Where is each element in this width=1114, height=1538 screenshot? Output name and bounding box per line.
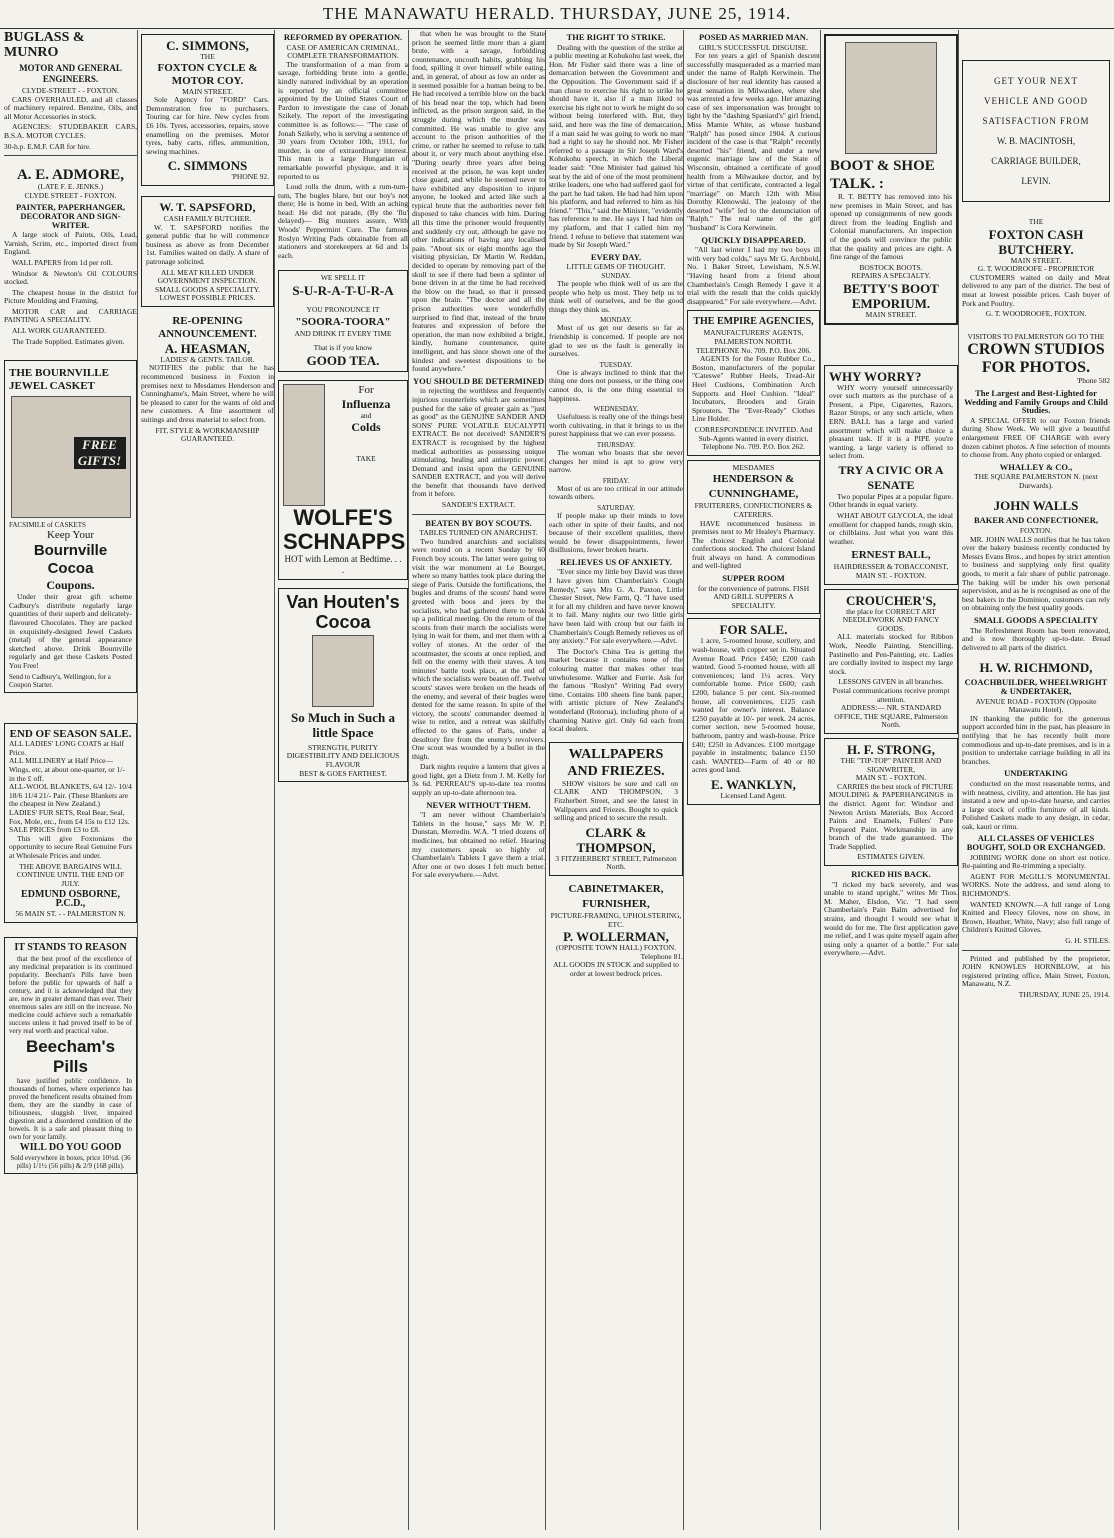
boot-illustration: [845, 42, 937, 154]
fcb-the: THE: [1028, 217, 1044, 226]
ad-betty: [824, 34, 958, 325]
buglass-hp: 30-h.p. E.M.F. CAR for hire.: [4, 141, 91, 151]
gems-day: MONDAY.: [600, 316, 632, 325]
sim-name: C. SIMMONS,: [166, 38, 249, 53]
admore-name: A. E. ADMORE,: [16, 167, 125, 184]
rich-under: UNDERTAKING: [1004, 768, 1068, 779]
admore-work: ALL WORK GUARANTEED.: [12, 326, 106, 336]
ad-wollerman: [549, 882, 683, 979]
bourn-send: Send to Cadbury's, Wellington, for a Coupon Starter.: [9, 672, 111, 689]
never-body: "I am never without Chamberlain's Tablets in the house," says Mr W. P. Dunstan, Merredin. W.A. "I tried dozens of medicines, but obtained no relief. Hearing my customers speak so highly of Chamberlain's Tablets I gave them a trial. After one or two doses I felt much better. For sale everywhere.—Advt.: [412, 810, 545, 880]
crou-less: LESSONS GIVEN in all branches.: [838, 677, 944, 687]
try-body: Two popular Pipes at a popular figure. Other brands in equal variety.: [829, 491, 953, 510]
eos-note: This will give Foxtonians the opportunity to secure Real Genuine Furs at Wholesale Prices and under.: [9, 833, 132, 860]
sale-body: 1 acre, 5-roomed house, scullery, and wash-house, with copper set in. Situated Avenue Road. Price £450; £200 cash wanted. Good 5-roomed house, with all conveniences; land 1¼ acres. Very comfortable home. Price £600; cash £200, balance 5 per cent. Six-roomed house, all conveniences, £125 cash wanted for owner's interest. Balance £250 payable at 10/- per week. 24 acres, corner section, new 5-roomed house, bathroom, pantry and wash-house. Price £40; £250 in Advances. £100 mortgage payable in instalments; balance £150 cash. WANTED—Farm of 40 or 80 acres good land.: [692, 636, 815, 775]
lantern-body: Dark nights require a lantern that gives a good light, get a Dietz from J. M. Kelly for 3s 6d. PERREAU'S up-to-date tea rooms supply an up-to-date afternoon tea.: [412, 762, 545, 798]
hend-mes: MESDAMES: [732, 462, 775, 472]
crown-sub: The Largest and Best-Lighted for Wedding and Family Groups and Child Studies.: [964, 387, 1108, 416]
admore-body: A large stock of Paints, Oils, Lead, Varnish, Scrim, etc., imported direct from England.: [4, 230, 137, 257]
sim-body: Sole Agency for "FORD" Cars. Demonstration free to purchasers. Touring car for hire. New cycles from £6 10s. Tyres, accessories, repairs, stove enamelling on the premises. Motor tyres, baby carts, rifles, ammunition, sewing machines.: [146, 95, 269, 156]
ad-heasman: [141, 315, 274, 444]
mac-name: W. B. MACINTOSH,: [996, 136, 1076, 146]
admore-motor: MOTOR CAR and CARRIAGE PAINTING A SPECIALITY.: [4, 306, 137, 325]
crou-name: CROUCHER'S,: [846, 592, 936, 608]
sale-sub: Licensed Land Agent.: [720, 790, 787, 800]
ball-name: ERNEST BALL,: [851, 549, 931, 562]
gems-day: SATURDAY.: [597, 503, 635, 512]
cab-sub: PICTURE-FRAMING, UPHOLSTERING, ETC.: [550, 910, 682, 929]
wolfe-colds: Colds: [351, 420, 381, 435]
mac-town: LEVIN.: [1021, 176, 1051, 186]
gems-text: Most of us get our deserts so far as friendship is concerned. If people are not glad to see us the fault is generally in ourselves.: [549, 323, 683, 359]
bourn-free: FREE GIFTS!: [74, 437, 126, 469]
admore-cheap: The cheapest house in the district for Picture Moulding and Framing.: [4, 287, 137, 306]
eos-item: ALL LADIES' LONG COATS at Half Price.: [9, 739, 125, 757]
ad-empire: [687, 310, 820, 455]
boot-main: MAIN STREET.: [865, 309, 917, 319]
cocoa-tin-illustration: [312, 635, 374, 707]
crown-vis: VISITORS TO PALMERSTON GO TO THE: [967, 331, 1105, 341]
sap-sub: CASH FAMILY BUTCHER.: [163, 213, 252, 223]
cont-body: that when he was brought to the State prison he seemed little more than a giant brute, with a savage, forbidding countenance, uncouth habits, grabbing his food, spilling it over himself while eating, and, in general, of about as low an order as it seemed possible for a human being to be. He had received a terrible blow on the back of his head near the top, which had been inflicted, as the prison surgeon said, in the struggle during which the murder was committed. He was unable to give any account to the prison authorities of the crime, or rather he seemed to refuse to talk about it, or very much about anything else. "During nearly three years after being received at the prison, he was kept under close guard, and while he seemed never to have exhibited any disposition to injure anyone, he looked and acted like such a typical brute that the authorities never felt disposed to take chances with him. During all this time the prisoner would frequently and suddenly cry out, although he gave no other indications of having any localised pain. "About six or eight months ago the visiting physician, Dr Martin W. Reddan, decided to operate by removing part of the skull to see if there had been a splinter of bone driven in at the time he had received the blow on the head, so that it pressed upon the brain. "The doctor and all the prison authorities were wonderfully surprised to find that, instead of the brute features and expression of before the operation, the man now exhibited a bright, kindly, humane countenance, quite intelligent, and has since shown one of the kindest and sweetest dispositions to be found anywhere.": [412, 30, 545, 374]
ad-henderson: [687, 460, 820, 615]
admore-trade2: The Trade Supplied. Estimates given.: [12, 336, 125, 346]
gems-day: FRIDAY.: [602, 476, 630, 485]
try-glyc: WHAT ABOUT GLYCOLA, the ideal emollient for chapped hands, rough skin, or chilblains. Just what you want this weather.: [829, 511, 953, 546]
sur-word: S-U-R-A-T-U-R-A: [292, 283, 394, 299]
cab-tel: Telephone 81.: [640, 951, 683, 961]
rick-body: "I ricked my back severely, and was unable to stand upright," writes Mr Thos. M. Maher, Elsdon, Vic. "I had seen Chamberlain's Pain Balm advertised for strains, and thought I would see what it would do for me. The first application gave me relief, and I was quite myself again after using only a quarter of a bottle." For sale everywhere.—Advt.: [824, 879, 958, 958]
ad-wolfe: [278, 380, 408, 580]
sur-tea: GOOD TEA.: [306, 352, 380, 368]
strike-head: THE RIGHT TO STRIKE.: [566, 32, 666, 42]
sap-low: LOWEST POSSIBLE PRICES.: [159, 293, 256, 303]
gems-day: THURSDAY.: [596, 440, 636, 449]
sim-co: FOXTON CYCLE & MOTOR COY.: [157, 61, 258, 87]
wolfe-and: and: [360, 410, 372, 420]
boot-body: R. T. BETTY has removed into his new premises in Main Street, and has opened up consignments of new goods direct from the leading English and Colonial manufacturers. An inspection of the goods will convince the public that the quality and prices are right. A fine range of the famous: [830, 192, 952, 262]
sander-head: YOU SHOULD BE DETERMINED: [412, 375, 545, 386]
column-2: [141, 30, 275, 1530]
crown-sign: WHALLEY & CO.,: [999, 461, 1073, 472]
rick-head: RICKED HIS BACK.: [851, 869, 931, 880]
walls-name: JOHN WALLS: [993, 498, 1079, 514]
sim-sign: C. SIMMONS: [167, 158, 248, 174]
crou-sub: the place for CORRECT ART NEEDLEWORK AND FANCY GOODS.: [842, 606, 940, 633]
hend-body: HAVE recommenced business in premises next to Mr Healey's Pharmacy. The choicest English and Colonial confections stocked. The choicest Island fruit always on hand. A commodious and well-lighted: [692, 518, 815, 571]
admore-wall: WALL PAPERS from 1d per roll.: [12, 257, 113, 267]
crown-phone: 'Phone 582: [1076, 376, 1110, 386]
reform-body: The transformation of a man from a savage, forbidding brute into a gentle, kindly natured individual by an operation is reported by an official committee appointed by the United States Court of Pardon to investigate the case of Jonah Szikely. The report of the investigating committee is as follows:— "The case of Jonah Szikely, who is serving a sentence of 30 years from October 10th, 1911, for murder, is one of extraordinary interest. This man is a large Hungarian of remarkable powerful physique, and it is reported to us: [278, 59, 408, 181]
emp-tel2: Telephone No. 709. P.O. Box 262.: [702, 442, 805, 452]
beech-head: IT STANDS TO REASON: [14, 942, 127, 954]
ad-end-of-season: [4, 723, 137, 923]
vh-best: BEST & GOES FARTHEST.: [299, 768, 387, 778]
ad-simmons: [141, 34, 274, 186]
ad-macintosh: [962, 60, 1110, 202]
strong-body: CARRIES the best stock of PICTURE MOULDING & PAPERHANGINGS in the district. Agent for: Windsor and Newton Artists Materials, Box Accord Paints and Enamels, Fullers' Pure Prepared Paint. Workmanship in any branch of the trade guaranteed. The Trade Supplied.: [829, 781, 953, 851]
hea-name: A. HEASMAN,: [164, 340, 251, 356]
gems-text: Most of us are too critical in our attitude towards others.: [549, 483, 683, 502]
strong-sub: THE "TIP-TOP" PAINTER AND SIGNWRITER,: [840, 755, 942, 774]
poem: Loud rolls the drum, with a rum-tum-tum, The bugles blare, but our boy's not there; He is home in bed, With an aching head: He did not parade, (By the 'flu' delayed)— Big musters assure, With Woods' Peppermint Cure. The famous Roslyn Writing Pads obtainable from all stationers and storekeepers at 6d and 1s each.: [278, 182, 408, 260]
hend-name: HENDERSON & CUNNINGHAME,: [708, 473, 799, 501]
ad-admore: [4, 168, 137, 346]
ad-ernest-ball: [824, 365, 958, 585]
gems-day: SUNDAY.: [601, 272, 631, 281]
scout-body: Two hundred anarchists and socialists were routed on a recent Sunday by 60 French boy scouts. The latter were going to visit the war monument at Le Bourget, where so many battles took place during the siege of Paris. Outside the fortifications, the bugles and drums of the scouts' band were greeted with boos and jeers by the socialists, who had gathered there to break up a political meeting. On the return of the scouts from their march the socialists were lying in wait for them, and met them with a volley of stones. At the order of the scoutmaster, the scouts at once replied, and fell on the enemy with their staves. A ten minutes' battle took place, at the end of which the socialists were beaten off. Twelve scouts' staves were broken on the heads of the enemy, and several of their bugles were dented for the same reason. In spite of the victory, the scouts' commander deemed it wise to retire, and a retreat was skilfully effected to the gates of Paris, under a desultory fire from the enemy's revolvers. One scout was wounded by a bullet in the thigh.: [412, 536, 545, 761]
fcb-name: FOXTON CASH BUTCHERY.: [988, 226, 1084, 257]
rich-all: ALL CLASSES OF VEHICLES BOUGHT, SOLD OR EXCHANGED.: [966, 833, 1106, 853]
posed-sub: GIRL'S SUCCESSFUL DISGUISE.: [698, 42, 809, 52]
reform-head: REFORMED BY OPERATION.: [283, 32, 403, 42]
scout-head: BEATEN BY BOY SCOUTS.: [425, 517, 532, 528]
crou-addr: ADDRESS:— NR. STANDARD OFFICE, THE SQUARE, Palmerston North.: [834, 703, 948, 730]
emp-head: THE EMPIRE AGENCIES,: [693, 316, 814, 328]
sander-sign: SANDER'S EXTRACT.: [441, 500, 516, 510]
boot-rep: REPAIRS A SPECIALTY.: [851, 271, 931, 281]
cab-name: P. WOLLERMAN,: [563, 929, 669, 945]
quick-head: QUICKLY DISAPPEARED.: [701, 234, 806, 245]
strike-body: Dealing with the question of the strike at a public meeting at Kohukohu last week, the Hon. Mr Fisher said there was a line of demarcation between the Government and the Opposition. The Government said if a man chose to exercise his right to strike he should have it, also if a man liked to exercise his right not to work he might do so without being interfered with. But, they said, and here was the line of demarcation, if a man said he was going to work no man had a right to say he should not. Mr Fisher referred to a passage in Sir Joseph Ward's Kohukohu speech, in which the Liberal leader said: "One Minister had gained his seat by the aid of one of the most prominent strike leaders, one who had suffered gaol for the part he had taken. He had had him upon his platform, and had referred to him as his friend." "This," said the Minister, "evidently has reference to me. He says I had him on my platform, and that I called him my friend. I refuse to believe that statement was made by Sir Joseph Ward.": [549, 42, 683, 250]
ad-van-houten: [278, 588, 408, 782]
hea-reopen: RE-OPENING ANNOUNCEMENT.: [158, 314, 257, 340]
eos-name: EDMUND OSBORNE, P.C.D.,: [21, 889, 120, 909]
hend-sub: FRUITERERS, CONFECTIONERS & CATERERS.: [694, 501, 813, 519]
cab-goods: ALL GOODS IN STOCK and supplied to order at lowest bedrock prices.: [553, 960, 679, 978]
wolfe-take: TAKE: [356, 454, 376, 464]
strong-est: ESTIMATES GIVEN.: [857, 852, 925, 862]
mac-line: GET YOUR NEXT: [994, 76, 1078, 86]
wall-head: WALLPAPERS AND FRIEZES.: [567, 746, 665, 779]
beech-name: Beecham's Pills: [25, 1036, 116, 1076]
ad-foxton-butchery: [962, 218, 1110, 319]
column-5: [549, 30, 684, 1530]
sale-name: E. WANKLYN,: [711, 776, 796, 792]
emp-body: AGENTS for the Foster Rubber Co., Boston, manufacturers of the popular "Cateswe" Rubber Heels, Tread-Air Heel Cushions, Combination Arch Supports and Heel Cushion. "Ideal" Incubators, Brooders and Grain Sprouters. The "Ever-Ready" Clothes Line Holder.: [692, 354, 815, 424]
wolfe-name: WOLFE'S SCHNAPPS: [283, 504, 406, 554]
column-6: [687, 30, 821, 1530]
walls-body: MR. JOHN WALLS notifies that he has taken over the bakery business recently conducted by Messrs Evans Bros., and hopes by strict attention to business and supplying only first quality goods, to merit a fair share of public patronage. The baking will be under his own personal supervision, and as he is recognised as one of the best bakers in the Dominion, customers can rely on obtaining only the best quality goods.: [962, 534, 1110, 613]
rich-sub: COACHBUILDER, WHEELWRIGHT & UNDERTAKER,: [964, 677, 1108, 696]
ad-crown-studios: [962, 333, 1110, 491]
reform-sub2: COMPLETE TRANSFORMATION.: [287, 51, 399, 61]
ad-buglass: [4, 30, 137, 151]
wall-name: CLARK & THOMPSON,: [576, 824, 656, 855]
eos-item: ALL-WOOL BLANKETS, 6/4 12/- 10/4 18/6 11/4 21/- Pair. (These Blankets are the cheapest in New Zealand.): [9, 782, 132, 809]
ad-for-sale: [687, 618, 820, 804]
emp-sub: MANUFACTURERS' AGENTS, PALMERSTON NORTH.: [703, 328, 804, 346]
vh-str: STRENGTH, PURITY DIGESTIBILITY AND DELICIOUS FLAVOUR: [286, 742, 400, 769]
bourn-keep: Keep Your: [46, 529, 95, 542]
rich-body2: conducted on the most reasonable terms, and with neatness, civility, and attention. He has just instated a new and up-to-date hearse, and carries a large stock of coffin furniture of all kinds. Polished Caskets made to any design, in cedar, oak, kauri or rimu.: [962, 778, 1110, 831]
gems-sub: LITTLE GEMS OF THOUGHT.: [566, 262, 666, 272]
crou-body: ALL materials stocked for Ribbon Work, Needle Painting, Stencilling, Pastinello and Pen-Painting, etc. Ladies are cordially invited to inspect my large stock.: [829, 632, 953, 676]
buglass-sub: MOTOR AND GENERAL ENGINEERS.: [19, 63, 122, 84]
china-body: The Doctor's China Tea is getting the market because it contains none of the colouring matter that makes other teas unwholesome. Walker and Furrie. Ask for the famous "Roslyn" Writing Pad every time. Contains 100 sheets fine bank paper, with artistic picture of New Zealand's wonderland (Rotorua), including photo of a charming Native girl. Only 6d each from local dealers.: [549, 646, 683, 734]
sur-know: That is if you know: [313, 343, 373, 353]
eos-title: END OF SEASON SALE.: [9, 727, 132, 740]
buglass-addr: CLYDE-STREET - - FOXTON.: [22, 86, 119, 95]
try-head: TRY A CIVIC OR A SENATE: [838, 462, 944, 492]
beech-body2: have justified public confidence. In thousands of homes, where experience has proved the beneficent results obtained from them, they are the standby in case of biliousness, sluggish liver, impaired digestion and a disordered condition of the bowels. It is a safe and pleasant thing to own for your family.: [9, 1076, 132, 1141]
bourn-brand: THE BOURNVILLE JEWEL CASKET: [9, 367, 109, 393]
sim-addr: MAIN STREET.: [182, 86, 233, 96]
fcb-addr: MAIN STREET.: [1010, 255, 1062, 265]
rich-addr: AVENUE ROAD - FOXTON (Opposite Manawatu Hotel).: [975, 696, 1097, 715]
never-head: NEVER WITHOUT THEM.: [426, 799, 531, 810]
posed-body: For ten years a girl of Spanish descent successfully masqueraded as a married man under the name of Ralph Kerwinein. The disclosure of her real identity has caused a great sensation in Milwaukee, where she was arrested a few weeks ago. Her amazing case of sex impersonation was brought to light by the "dashing Spaniard's" girl friend, Miss Mamie White, as whose husband "Ralph" has posed since 1904. A curious incident of the case is that "Ralph" recently deserted "his" friend, and under a new eugenic marriage law of the State of Wisconsin, obtained a certificate of good health from a Milwaukee doctor, and by virtue of that certificate, contracted a legal "marriage" on March 12th with Miss Dorothy Klenowski. The jealousy of the deserted "wife" led to the denunciation of "Ralph." The real name of the girl "husband" is Cora Kerwinein.: [687, 51, 820, 233]
eos-item: LADIES' FUR SETS, Real Bear, Seal, Fox, Mole, etc., from £4 15s to £12 12s. SALE PRICES from £3 to £8.: [9, 807, 130, 835]
vh-much: So Much in Such a little Space: [290, 709, 396, 740]
sale-head: FOR SALE.: [719, 622, 788, 638]
bottle-illustration: [283, 384, 325, 506]
sap-name: W. T. SAPSFORD,: [159, 199, 256, 214]
scout-sub: TABLES TURNED ON ANARCHIST.: [419, 528, 538, 538]
imprint-date: THURSDAY, JUNE 25, 1914.: [1018, 989, 1110, 999]
walls-refresh: The Refreshment Room has been renovated, and is now thoroughly up-to-date. Bread delivered to all parts of the district.: [962, 625, 1110, 652]
gems-text: Usefulness is really one of the things best worth cultivating, in that it brings to us the purest happiness that we can ever possess.: [549, 412, 683, 439]
beech-try: WILL DO YOU GOOD: [19, 1141, 122, 1153]
wolfe-hot: HOT with Lemon at Bedtime. . . .: [284, 553, 402, 575]
gems-day: WEDNESDAY.: [593, 405, 639, 414]
wall-addr: 3 FITZHERBERT STREET, Palmerston North.: [555, 853, 677, 872]
buglass-body: CARS OVERHAULED, and all classes of machinery repaired. Benzine, Oils, and all Motor Accessories in stock.: [4, 94, 137, 121]
sap-meat: ALL MEAT KILLED UNDER GOVERNMENT INSPECTION.: [157, 267, 258, 286]
boot-bostock: BOSTOCK BOOTS.: [859, 262, 923, 272]
stiles-sign: G. H. STILES.: [1065, 936, 1110, 945]
rich-agent: AGENT FOR McGILL'S MONUMENTAL WORKS. Note the address, and send along to RICHMOND'S.: [962, 871, 1110, 899]
admore-sub: (LATE F. E. JENKS.): [37, 182, 104, 192]
buglass-name: BUGLASS & MUNRO: [4, 30, 85, 60]
crown-body: A SPECIAL OFFER to our Foxton friends during Show Week. We will give a beautiful enlargement FREE OF CHARGE with every dozen cabinet photos. A fine selection of mounts to choose from. Any photo copied or enlarged.: [962, 415, 1110, 460]
masthead: THE MANAWATU HERALD. THURSDAY, JUNE 25, 1914.: [0, 0, 1114, 29]
ad-strong: [824, 738, 958, 866]
walls-town: FOXTON.: [1019, 526, 1053, 536]
emp-tel: TELEPHONE No. 709. P.O. Box 206.: [695, 345, 811, 355]
ball-addr: MAIN ST. - FOXTON.: [855, 571, 927, 581]
walls-small: SMALL GOODS A SPECIALITY: [974, 615, 1098, 625]
sur-drink: AND DRINK IT EVERY TIME: [294, 328, 392, 338]
ad-john-walls: [962, 498, 1110, 652]
cab-addr: (OPPOSITE TOWN HALL) FOXTON.: [556, 943, 676, 953]
why-head: WHY WORRY?: [829, 368, 922, 384]
gems-text: The people who think well of us are the people who help us most. They help us to think well of ourselves, and be the good things they think us.: [549, 279, 683, 314]
bourn-cocoa: Bournville Cocoa: [33, 542, 108, 578]
sim-the: THE: [200, 52, 215, 61]
column-4: [412, 30, 546, 1530]
sim-phone: 'PHONE 92.: [231, 172, 269, 182]
gems-text: If people make up their minds to love each other in spite of their faults, and not because of their excellent qualities, there would be fewer disappointments, fewer disillusions, fewer broken hearts.: [549, 510, 683, 555]
ad-richmond: [962, 660, 1110, 898]
rel-head: RELIEVES US OF ANXIETY.: [560, 556, 672, 567]
gems-day: TUESDAY.: [599, 360, 633, 369]
ad-croucher: [824, 589, 958, 734]
why-body: WHY worry yourself unnecessarily over such matters as the purchase of a Present, a Pipe, Cigarettes, Razors, Razor Strops, or any such article, when ERN. BALL has a large and varied assortment which will make choice a pleasant task. If it is a PIPE you're wanting, a large variety is offered to select from.: [829, 382, 953, 461]
mac-line: SATISFACTION FROM: [982, 116, 1090, 126]
hea-fit: FIT, STYLE & WORKMANSHIP GUARANTEED.: [155, 425, 260, 444]
column-3: [278, 30, 409, 1530]
hea-sub: LADIES' & GENTS. TAILOR.: [160, 354, 255, 364]
boot-emp: BETTY'S BOOT EMPORIUM.: [843, 280, 939, 311]
sur-tora: "SOORA-TOORA": [295, 315, 391, 328]
bourn-body: Under their great gift scheme Cadbury's distribute regularly large quantities of their superb and delicately-flavoured Chocolates. They are packed in exquisitely-designed Jewel Caskets (metal) of the general appearance sketched above. Drink Bournville regularly and get these Caskets Posted You Free!: [9, 592, 132, 670]
gems-head: EVERY DAY.: [590, 251, 642, 262]
quick-body: "All last winter I had my two boys ill with very bad colds," says Mr G. Archbold, No. 1 Baker Street, Lewisham, N.S.W. "Having heard from a friend about Chamberlain's Cough Remedy I gave it a trial with the result that the colds quickly disappeared." For sale everywhere.—Advt.: [687, 245, 820, 306]
emp-corr: CORRESPONDENCE INVITED. And Sub-Agents wanted in every district.: [694, 424, 813, 443]
admore-trade: PAINTER, PAPERHANGER, DECORATOR AND SIGN-WRITER.: [15, 202, 125, 230]
divider: [962, 950, 1110, 951]
rich-body: IN thanking the public for the generous support accorded him in the past, has pleasure in notifying that he has recently built more commodious and up-to-date premises, and is in a position to undertake carriage building in all its branches.: [962, 713, 1110, 766]
ad-suratura: [278, 270, 408, 371]
hend-supper: SUPPER ROOM: [722, 573, 785, 584]
crown-name: CROWN STUDIOS FOR PHOTOS.: [967, 341, 1105, 377]
fcb-sign: G. T. WOODROOFE, FOXTON.: [985, 309, 1087, 319]
sander-body: in rejecting the worthless and frequently injurious counterfeits which are sometimes pushed for the sake of greater gain as "just as good" as the GENUINE SANDER AND SONS' PURE VOLATILE EUCALYPTI EXTRACT. Be not deceived! SANDER'S EXTRACT is recognised by the highest medical authorities as possessing unique stimulating, healing and antiseptic power. Demand and insist upon the GENUINE SANDER EXTRACT, and you will derive the benefit that thousands have derived from it before.: [412, 386, 545, 499]
divider: [412, 514, 545, 515]
rich-name: H. W. RICHMOND,: [979, 660, 1093, 676]
eos-item: ALL MILLINERY at Half Price—Wings, etc, at about one-quarter, or 1/- in the £ off.: [9, 756, 125, 783]
beech-price: Sold everywhere in boxes, price 10½d. (36 pills) 1/1½ (56 pills) & 2/9 (168 pills).: [10, 1154, 131, 1171]
bourn-coupons: Coupons.: [46, 578, 95, 593]
ad-beecham: [4, 937, 137, 1174]
strong-addr: MAIN ST. - FOXTON.: [855, 773, 927, 783]
ad-wallpapers: [549, 742, 683, 876]
gems-text: The woman who boasts that she never changes her mind is apt to grow very narrow.: [549, 447, 683, 475]
ad-sapsford: [141, 196, 274, 307]
eos-addr: 56 MAIN ST. - - PALMERSTON N.: [15, 909, 126, 919]
hend-tail: for the convenience of patrons. FISH AND GRILL SUPPERS A SPECIALITY.: [697, 583, 810, 610]
wall-body: SHOW visitors be sure and call on CLARK AND THOMPSON, 3 Fitzherbert Street, and see the latest in Wallpapers and Friezes. Bought to quick selling and priced to secure the result.: [554, 778, 678, 823]
ad-bournville: [4, 360, 137, 692]
sur-spell: WE SPELL IT: [320, 273, 366, 283]
eos-cont: THE ABOVE BARGAINS WILL CONTINUE UNTIL THE END OF JULY.: [16, 861, 125, 888]
admore-windsor: Windsor & Newton's Oil COLOURS stocked.: [4, 268, 137, 287]
strong-name: H. F. STRONG,: [846, 741, 935, 757]
column-1: [4, 30, 138, 1530]
wolfe-infl: Influenza: [341, 396, 391, 411]
reform-sub1: CASE OF AMERICAN CRIMINAL.: [286, 42, 400, 52]
hea-body: NOTIFIES the public that he has recommenced business in Foxton in premises next to Mesdames Henderson and Cunninghame's, Main Street, where he will be pleased to cater for the wants of old and new customers. A fine assortment of suitings and dress material to select from.: [141, 363, 274, 425]
walls-sub: BAKER AND CONFECTIONER,: [974, 515, 1098, 526]
rich-job: JOBBING WORK done on short est notice. Re-painting and Re-trimming a specialty.: [962, 852, 1110, 871]
ad-stiles: [962, 901, 1110, 946]
imprint: Printed and published by the proprietor, JOHN KNOWLES HORNBLOW, at his registered printing office, Main Street, Foxton, Manawatu, N.Z.: [962, 953, 1110, 989]
bourn-fac: FACSIMILE of CASKETS: [9, 521, 86, 530]
fcb-body: CUSTOMERS waited on daily and Meat delivered to any part of the district. The best of meat at lowest possible prices. Cash buyer of Pork and Poultry.: [962, 272, 1110, 308]
crown-addr: THE SQUARE PALMERSTON N. (next Durwards).: [974, 472, 1098, 490]
cab-head: CABINETMAKER, FURNISHER,: [568, 882, 664, 910]
sap-small: SMALL GOODS A SPECIALITY.: [154, 284, 260, 294]
mac-line: VEHICLE AND GOOD: [984, 96, 1088, 106]
fcb-prop: G. T. WOODROOFE - PROPRIETOR: [977, 264, 1095, 274]
divider: [4, 155, 137, 156]
beech-body: that the best proof of the excellence of any medicinal preparation is its continued popularity. Beecham's Pills have been before the public for upwards of half a century, and it is acknowledged that they are, now in greater demand than ever. Their enormous sales are still on the increase. No medicine could achieve such a remarkable success unless it had proved itself to be of very real worth and practical value.: [9, 954, 132, 1035]
posed-head: POSED AS MARRIED MAN.: [698, 32, 809, 42]
wolfe-for: For: [358, 383, 374, 396]
column-8: [962, 30, 1110, 1530]
mac-trade: CARRIAGE BUILDER,: [991, 156, 1081, 166]
rel-body: "Ever since my little boy David was three I have given him Chamberlain's Cough Remedy," says Mrs G. A. Paxton, Little Chester Street, New Farm, Q. "I have used it for all my children and have never known it to fail. Many nights our two little girls have been laid with croup but our faith in Chamberlain's Cough Remedy relieves us of any anxiety." For sale everywhere.—Advt.: [549, 567, 683, 646]
vh-name: Van Houten's Cocoa: [286, 591, 400, 632]
admore-addr: CLYDE STREET - FOXTON.: [24, 190, 117, 200]
boot-title: BOOT & SHOE TALK. :: [830, 158, 935, 192]
stiles-body: WANTED KNOWN.—A full range of Long Knitted and Fleecy Gloves, now on show, in Brown, Heather, White, Navy; also full range of Children's Knitted Gloves.: [962, 899, 1110, 935]
ball-sub: HAIRDRESSER & TOBACCONIST,: [833, 562, 949, 572]
column-7: [824, 30, 959, 1530]
buglass-agencies: AGENCIES: STUDEBAKER CARS, B.S.A. MOTOR CYCLES.: [4, 122, 137, 140]
sur-pron: YOU PRONOUNCE IT: [306, 305, 380, 315]
crou-post: Postal communications receive prompt attention.: [832, 685, 950, 704]
sap-body: W. T. SAPSFORD notifies the general public that he will commence business as above as from December 1st. Families waited on daily. A share of patronage solicited.: [146, 222, 269, 266]
gems-text: One is always inclined to think that the thing one does not possess, or the thing one cannot do, is the one thing essential to happiness.: [549, 367, 683, 403]
casket-illustration: [11, 396, 131, 518]
